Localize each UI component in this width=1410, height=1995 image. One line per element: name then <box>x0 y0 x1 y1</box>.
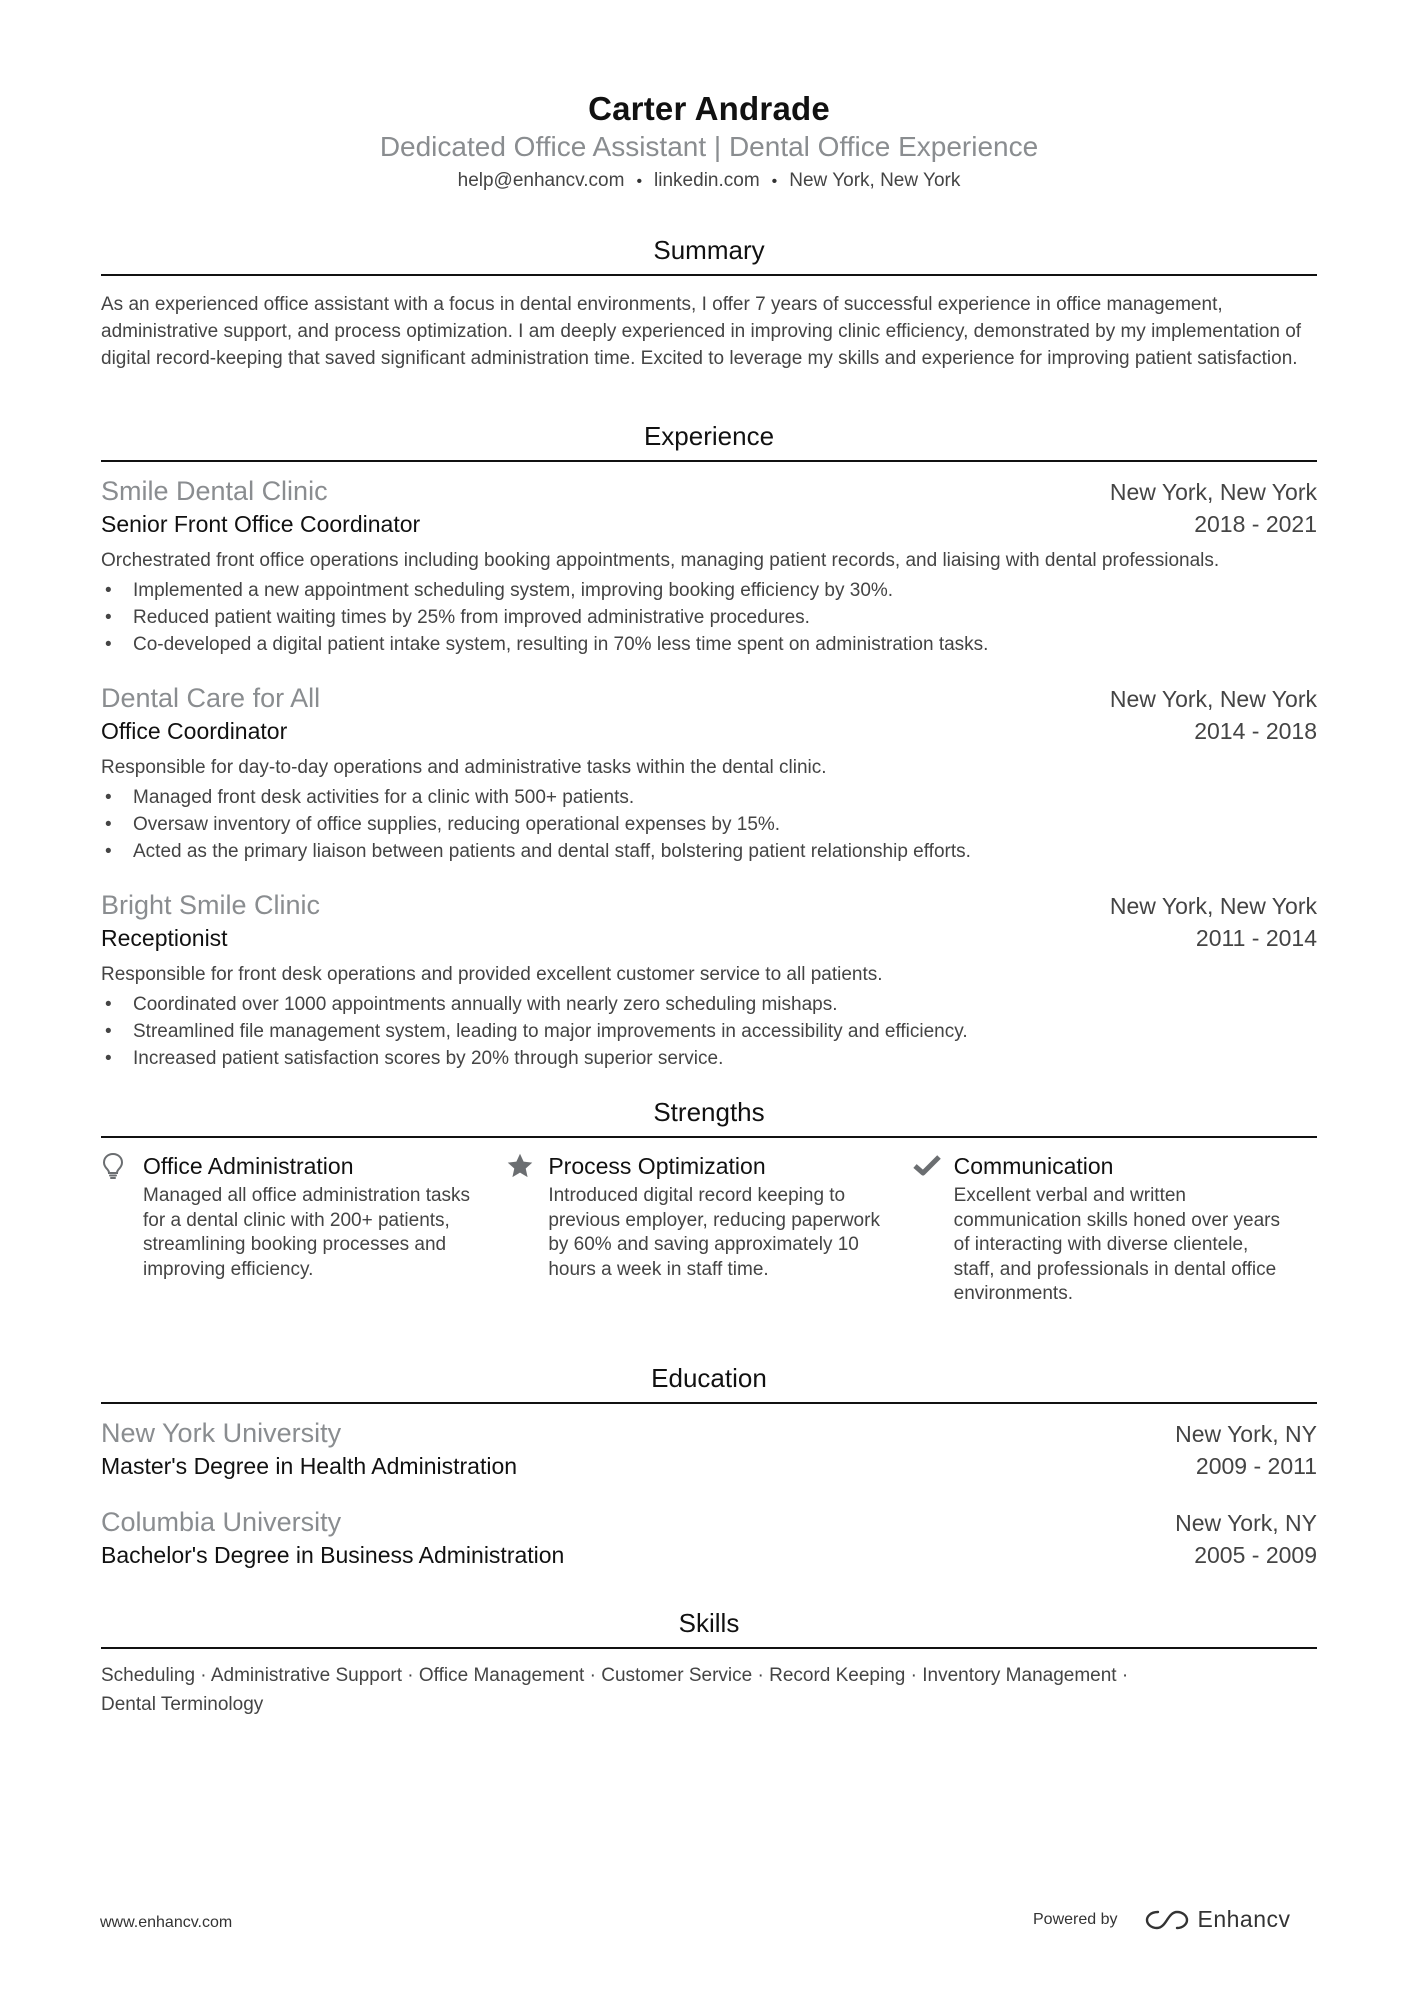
education-entry <box>101 1416 1317 1483</box>
job-location: New York, New York <box>1109 686 1317 712</box>
bullet-dot: • <box>105 634 112 655</box>
bullet-dot: • <box>105 994 112 1015</box>
achievement-item <box>101 631 1317 658</box>
achievement-text: Reduced patient waiting times by 25% from improved administrative procedures. <box>133 607 810 628</box>
strength-title: Process Optimization <box>548 1153 766 1179</box>
job-description: Responsible for front desk operations and provided excellent customer service to all patients. <box>101 964 883 985</box>
strengths-list <box>101 1138 1317 1307</box>
education-header-row <box>101 1505 1317 1539</box>
job-description: Responsible for day-to-day operations and administrative tasks within the dental clinic. <box>101 757 827 778</box>
brand-logo[interactable] <box>1144 1906 1291 1933</box>
experience-section <box>101 421 1317 1072</box>
resume-page <box>101 0 1317 1719</box>
bullet-dot: • <box>105 787 112 808</box>
job-dates: 2014 - 2018 <box>1194 718 1317 744</box>
achievement-text: Managed front desk activities for a clinic with 500+ patients. <box>133 787 635 808</box>
job-header-row <box>101 888 1317 922</box>
job-title: Senior Front Office Coordinator <box>101 511 421 537</box>
achievement-text: Co-developed a digital patient intake system, resulting in 70% less time spent on administration tasks. <box>133 634 989 655</box>
achievement-text: Acted as the primary liaison between patients and dental staff, bolstering patient relationship efforts. <box>133 841 971 862</box>
job-title: Office Coordinator <box>101 718 288 744</box>
education-dates: 2005 - 2009 <box>1194 1541 1317 1568</box>
achievement-item <box>101 838 1317 865</box>
job-role-row <box>101 715 1317 748</box>
summary-section <box>101 235 1317 372</box>
education-dates: 2009 - 2011 <box>1195 1452 1317 1479</box>
footer-website[interactable]: www.enhancv.com <box>100 1914 233 1931</box>
education-section <box>101 1363 1317 1572</box>
job-title: Receptionist <box>101 925 228 951</box>
enhancv-logo-icon <box>1144 1908 1190 1932</box>
achievement-item <box>101 784 1317 811</box>
summary-text: As an experienced office assistant with a focus in dental environments, I offer 7 years of successful experience in office management, administrative support, and process optimization. I am deeply experienced in improving clinic efficiency, demonstrated by my implementation of digital record-keeping that saved significant administration time. Excited to leverage my skills and experience for improving patient satisfaction. <box>101 294 1302 369</box>
job-header-row <box>101 474 1317 508</box>
strength-item <box>506 1150 911 1307</box>
education-degree-row <box>101 1539 1317 1572</box>
job-location: New York, New York <box>1109 893 1317 919</box>
school-name: Columbia University <box>101 1506 342 1537</box>
strength-title: Office Administration <box>143 1153 354 1179</box>
skills-section <box>101 1608 1317 1719</box>
strength-body <box>548 1150 888 1307</box>
experience-entry <box>101 888 1317 1072</box>
separator-dot: • <box>771 173 778 190</box>
achievement-item <box>101 1018 1317 1045</box>
bullet-dot: • <box>105 1021 112 1042</box>
degree-name: Bachelor's Degree in Business Administration <box>101 1541 565 1568</box>
checkmark-icon <box>912 1150 954 1307</box>
lightbulb-icon <box>101 1150 143 1307</box>
section-heading: Skills <box>101 1608 1317 1649</box>
bullet-dot: • <box>105 814 112 835</box>
powered-by-label: Powered by <box>1033 1910 1118 1928</box>
contact-email[interactable]: help@enhancv.com <box>457 170 625 191</box>
strength-item <box>101 1150 506 1307</box>
bullet-dot: • <box>105 580 112 601</box>
brand-name: Enhancv <box>1197 1906 1291 1932</box>
achievement-item <box>101 604 1317 631</box>
strength-description: Introduced digital record keeping to previous employer, reducing paperwork by 60% and saving approximately 10 hours a week in staff time. <box>548 1185 880 1280</box>
degree-name: Master's Degree in Health Administration <box>101 1452 518 1479</box>
star-icon <box>506 1150 548 1307</box>
strength-body <box>143 1150 483 1307</box>
company-name: Smile Dental Clinic <box>101 476 328 506</box>
education-entry <box>101 1505 1317 1572</box>
achievement-text: Oversaw inventory of office supplies, reducing operational expenses by 15%. <box>133 814 781 835</box>
skills-line: Scheduling · Administrative Support · Office Management · Customer Service · Record Keeping · Inventory Management · <box>101 1664 1129 1686</box>
separator-dot: • <box>636 173 643 190</box>
bullet-dot: • <box>105 1048 112 1069</box>
footer-branding <box>1033 1906 1291 1933</box>
job-dates: 2018 - 2021 <box>1194 511 1317 537</box>
section-heading: Experience <box>101 421 1317 462</box>
achievement-list <box>101 991 1317 1072</box>
achievement-item <box>101 577 1317 604</box>
job-dates: 2011 - 2014 <box>1195 925 1317 951</box>
school-name: New York University <box>101 1417 342 1448</box>
skills-list <box>101 1661 1317 1719</box>
school-location: New York, NY <box>1175 1509 1317 1536</box>
section-heading: Strengths <box>101 1097 1317 1138</box>
job-role-row <box>101 922 1317 955</box>
education-header-row <box>101 1416 1317 1450</box>
resume-header <box>101 0 1317 195</box>
bullet-dot: • <box>105 607 112 628</box>
experience-entry <box>101 474 1317 658</box>
contact-linkedin[interactable]: linkedin.com <box>654 170 760 191</box>
section-heading: Education <box>101 1363 1317 1404</box>
experience-entry <box>101 681 1317 865</box>
achievement-list <box>101 577 1317 658</box>
section-heading: Summary <box>101 235 1317 276</box>
strengths-section <box>101 1097 1317 1307</box>
achievement-list <box>101 784 1317 865</box>
achievement-item <box>101 1045 1317 1072</box>
strength-description: Excellent verbal and written communication skills honed over years of interacting with diverse clientele, staff, and professionals in dental office environments. <box>953 1185 1280 1304</box>
contact-line <box>101 168 1317 195</box>
contact-location: New York, New York <box>789 170 961 191</box>
company-name: Dental Care for All <box>101 683 321 713</box>
skills-line: Dental Terminology <box>101 1693 264 1715</box>
strength-description: Managed all office administration tasks for a dental clinic with 200+ patients, streamlining booking processes and improving efficiency. <box>143 1185 471 1280</box>
job-header-row <box>101 681 1317 715</box>
strength-title: Communication <box>953 1153 1114 1179</box>
job-description: Orchestrated front office operations including booking appointments, managing patient records, and liaising with dental professionals. <box>101 550 1220 571</box>
candidate-name: Carter Andrade <box>588 90 830 127</box>
achievement-item <box>101 811 1317 838</box>
bullet-dot: • <box>105 841 112 862</box>
job-role-row <box>101 508 1317 541</box>
company-name: Bright Smile Clinic <box>101 890 321 920</box>
achievement-item <box>101 991 1317 1018</box>
achievement-text: Streamlined file management system, leading to major improvements in accessibility and efficiency. <box>133 1021 968 1042</box>
strength-item <box>912 1150 1317 1307</box>
candidate-title: Dedicated Office Assistant | Dental Office Experience <box>379 131 1039 162</box>
achievement-text: Implemented a new appointment scheduling system, improving booking efficiency by 30%. <box>133 580 894 601</box>
education-degree-row <box>101 1450 1317 1483</box>
strength-body <box>954 1150 1294 1307</box>
job-location: New York, New York <box>1109 479 1317 505</box>
achievement-text: Coordinated over 1000 appointments annually with nearly zero scheduling mishaps. <box>133 994 838 1015</box>
achievement-text: Increased patient satisfaction scores by 20% through superior service. <box>133 1048 724 1069</box>
school-location: New York, NY <box>1175 1420 1317 1447</box>
